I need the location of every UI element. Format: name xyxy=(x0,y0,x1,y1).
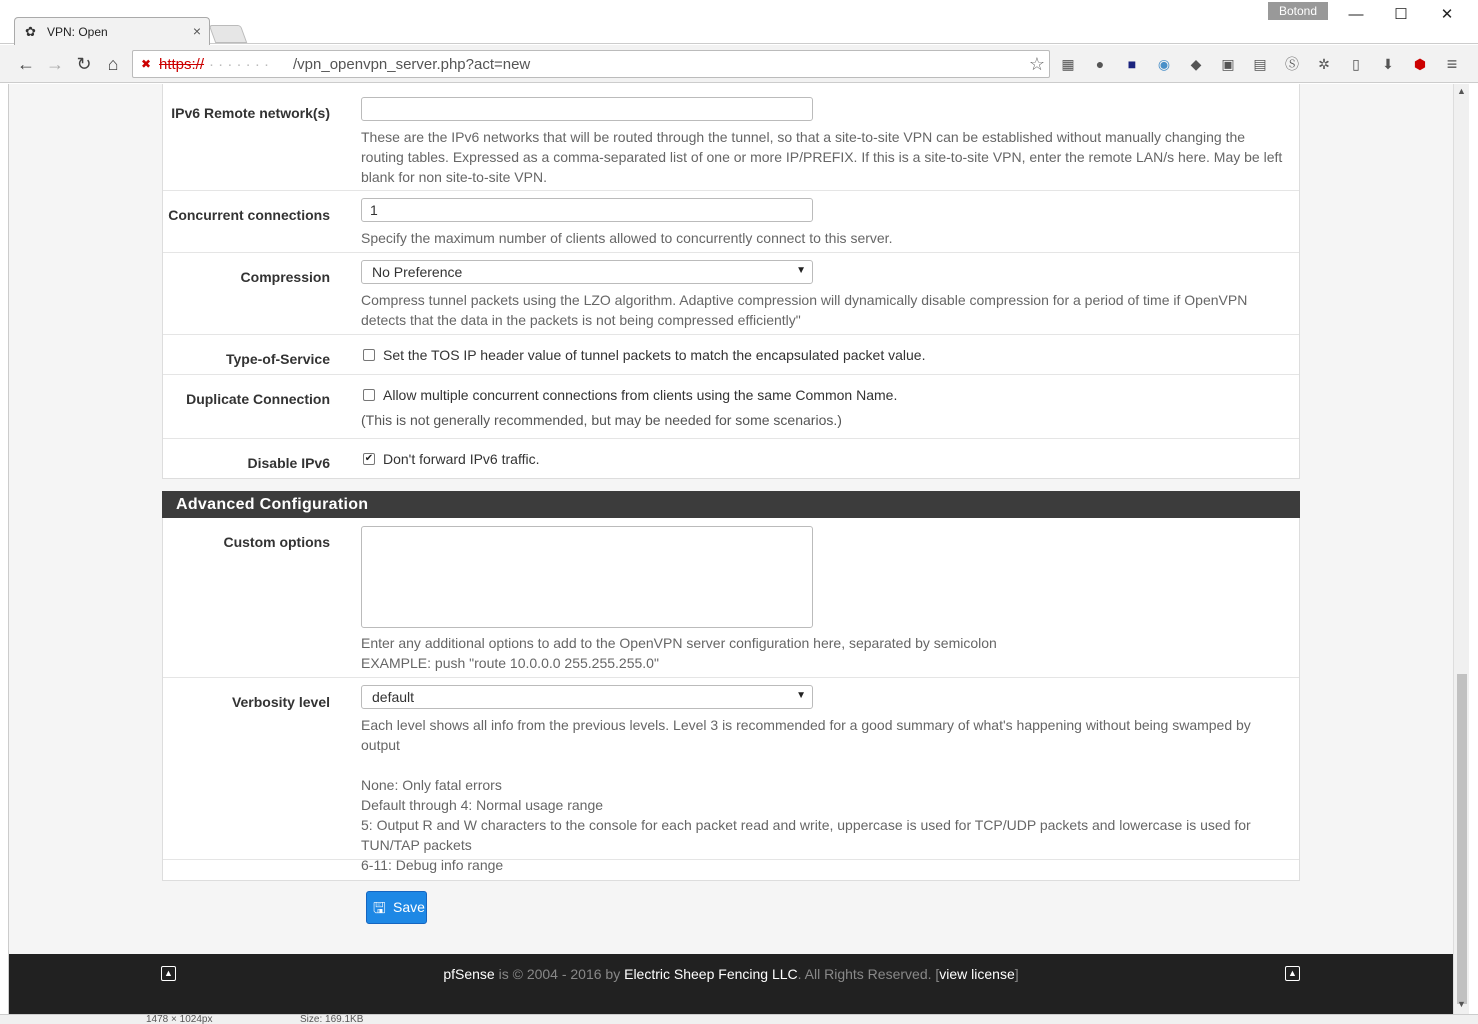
row-compression xyxy=(163,253,1299,335)
maximize-button[interactable]: ☐ xyxy=(1394,6,1408,23)
compression-select[interactable] xyxy=(361,260,813,284)
home-button[interactable]: ⌂ xyxy=(107,54,119,74)
address-bar[interactable] xyxy=(132,50,1050,78)
custom-options-help-2: EXAMPLE: push "route 10.0.0.0 255.255.255.0" xyxy=(361,655,659,671)
footer-copyright xyxy=(9,966,1453,982)
minimize-button[interactable]: — xyxy=(1348,6,1364,23)
chevron-down-icon: ▼ xyxy=(796,690,806,701)
tos-label: Type-of-Service xyxy=(226,351,330,367)
footer-text-end: . All Rights Reserved. [ xyxy=(797,966,940,982)
row-ipv6-remote xyxy=(163,84,1299,191)
scroll-down-arrow-icon[interactable]: ▼ xyxy=(1457,999,1466,1009)
forward-button[interactable]: → xyxy=(46,54,64,74)
save-disk-icon: 🖫 xyxy=(373,900,386,917)
camera-extension-icon[interactable]: ◉ xyxy=(1157,56,1171,72)
verbosity-help-2: None: Only fatal errors xyxy=(361,777,502,793)
disable-ipv6-label: Disable IPv6 xyxy=(247,455,330,471)
scroll-top-icon[interactable]: ▲ xyxy=(161,966,176,981)
tab-title: VPN: Open xyxy=(47,25,108,39)
duplicate-label: Duplicate Connection xyxy=(186,391,330,407)
save-label: Save xyxy=(393,899,425,915)
browser-tab[interactable] xyxy=(14,17,210,45)
footer-company-link[interactable]: Electric Sheep Fencing LLC xyxy=(624,966,798,982)
verbosity-selected: default xyxy=(372,689,415,705)
duplicate-text: Allow multiple concurrent connections from clients using the same Common Name. xyxy=(383,387,898,403)
disable-ipv6-checkbox[interactable]: ✔ xyxy=(364,453,374,464)
url-host: · · · · · · · xyxy=(209,56,269,73)
compression-label: Compression xyxy=(240,269,330,285)
page-content xyxy=(9,84,1453,954)
concurrent-help: Specify the maximum number of clients allowed to concurrently connect to this server. xyxy=(361,230,893,246)
row-duplicate xyxy=(163,375,1299,439)
ipv6-remote-label: IPv6 Remote network(s) xyxy=(171,105,330,121)
row-tos xyxy=(163,335,1299,375)
bookmark-extension-icon[interactable]: ■ xyxy=(1127,56,1137,72)
row-concurrent xyxy=(163,191,1299,253)
incognito-extension-icon[interactable]: ● xyxy=(1095,56,1105,72)
verbosity-help-5: 6-11: Debug info range xyxy=(361,857,504,873)
verbosity-help-3: Default through 4: Normal usage range xyxy=(361,797,604,813)
page-footer xyxy=(9,954,1453,1014)
row-verbosity xyxy=(163,678,1299,873)
scroll-top-icon[interactable]: ▲ xyxy=(1285,966,1300,981)
row-disable-ipv6 xyxy=(163,439,1299,478)
advanced-panel xyxy=(162,518,1300,881)
vertical-scrollbar[interactable] xyxy=(1453,84,1469,1014)
compression-selected: No Preference xyxy=(372,264,463,280)
download-extension-icon[interactable]: ⬇ xyxy=(1382,56,1394,72)
save-button[interactable] xyxy=(366,891,427,924)
server-settings-panel xyxy=(162,84,1300,479)
bookmark-star-icon[interactable]: ☆ xyxy=(1028,54,1045,74)
url-scheme: https:// xyxy=(159,56,205,73)
ipv6-remote-input[interactable] xyxy=(361,97,813,121)
cube-extension-icon[interactable]: ◆ xyxy=(1190,56,1202,72)
footer-bracket-close: ] xyxy=(1014,966,1019,982)
menu-icon[interactable]: ≡ xyxy=(1446,54,1458,74)
concurrent-label: Concurrent connections xyxy=(168,207,330,223)
duplicate-help: (This is not generally recommended, but may be needed for some scenarios.) xyxy=(361,412,842,428)
reload-button[interactable]: ↻ xyxy=(76,54,92,74)
gear-extension-icon[interactable]: ✲ xyxy=(1318,56,1330,72)
verbosity-help-1: Each level shows all info from the previous levels. Level 3 is recommended for a good summary of what's happening without being swamped by output xyxy=(361,717,1251,753)
document-extension-icon[interactable]: ▯ xyxy=(1352,56,1360,72)
custom-options-help-1: Enter any additional options to add to the OpenVPN server configuration here, separated by semicolon xyxy=(361,635,997,651)
image-size: Size: 169.1KB xyxy=(300,1014,364,1024)
duplicate-checkbox[interactable] xyxy=(363,389,375,401)
scroll-up-arrow-icon[interactable]: ▲ xyxy=(1457,86,1466,96)
pfsense-favicon-icon: ✿ xyxy=(25,24,36,39)
compression-help: Compress tunnel packets using the LZO algorithm. Adaptive compression will dynamically disable compression for a period of time if OpenVPN detects that the data in the packets is not being compressed efficiently" xyxy=(361,292,1248,328)
advanced-configuration-heading: Advanced Configuration xyxy=(162,491,1300,518)
close-window-button[interactable]: ✕ xyxy=(1440,6,1454,23)
browser-toolbar xyxy=(0,45,1478,83)
verbosity-select[interactable] xyxy=(361,685,813,709)
skype-extension-icon[interactable]: Ⓢ xyxy=(1285,56,1299,72)
tos-text: Set the TOS IP header value of tunnel packets to match the encapsulated packet value. xyxy=(383,347,926,363)
profile-badge[interactable]: Botond xyxy=(1268,2,1328,20)
scrollbar-thumb[interactable] xyxy=(1457,674,1467,1004)
image-dimensions: 1478 × 1024px xyxy=(146,1014,213,1024)
custom-options-label: Custom options xyxy=(223,534,330,550)
url-path: /vpn_openvpn_server.php?act=new xyxy=(293,56,531,73)
custom-options-textarea[interactable] xyxy=(361,526,813,628)
chevron-down-icon: ▼ xyxy=(796,265,806,276)
screen-extension-icon[interactable]: ▣ xyxy=(1221,56,1235,72)
tab-close-icon[interactable]: × xyxy=(192,23,201,39)
tos-checkbox[interactable] xyxy=(363,349,375,361)
left-window-edge xyxy=(0,84,9,1024)
row-custom-options xyxy=(163,518,1299,678)
qr-code-extension-icon[interactable]: ▦ xyxy=(1061,56,1075,72)
ipv6-remote-help: These are the IPv6 networks that will be routed through the tunnel, so that a site-to-site VPN can be established without manually changing the routing tables. Expressed as a comma-separated list of one or more IP/PREFIX. If this is a site-to-site VPN, enter the remote LAN/s here. May be left blank for non site-to-site VPN. xyxy=(361,129,1283,185)
new-tab-button[interactable] xyxy=(209,25,248,43)
status-bar xyxy=(0,1014,1478,1024)
back-button[interactable]: ← xyxy=(17,54,35,74)
footer-brand-link[interactable]: pfSense xyxy=(443,966,495,982)
concurrent-input[interactable]: 1 xyxy=(361,198,813,222)
footer-text-mid: is © 2004 - 2016 by xyxy=(494,966,625,982)
view-license-link[interactable]: view license xyxy=(939,966,1015,982)
verbosity-help-4: 5: Output R and W characters to the console for each packet read and write, uppercase is used for TCP/UDP packets and lowercase is used for TUN/TAP packets xyxy=(361,817,1251,853)
css-extension-icon[interactable]: ▤ xyxy=(1253,56,1267,72)
disable-ipv6-text: Don't forward IPv6 traffic. xyxy=(383,451,540,467)
right-window-edge xyxy=(1469,84,1478,1024)
verbosity-label: Verbosity level xyxy=(231,694,330,710)
ublock-extension-icon[interactable]: ⬢ xyxy=(1413,56,1427,72)
browser-titlebar xyxy=(0,0,1478,44)
insecure-lock-icon: ✖ xyxy=(141,57,152,71)
